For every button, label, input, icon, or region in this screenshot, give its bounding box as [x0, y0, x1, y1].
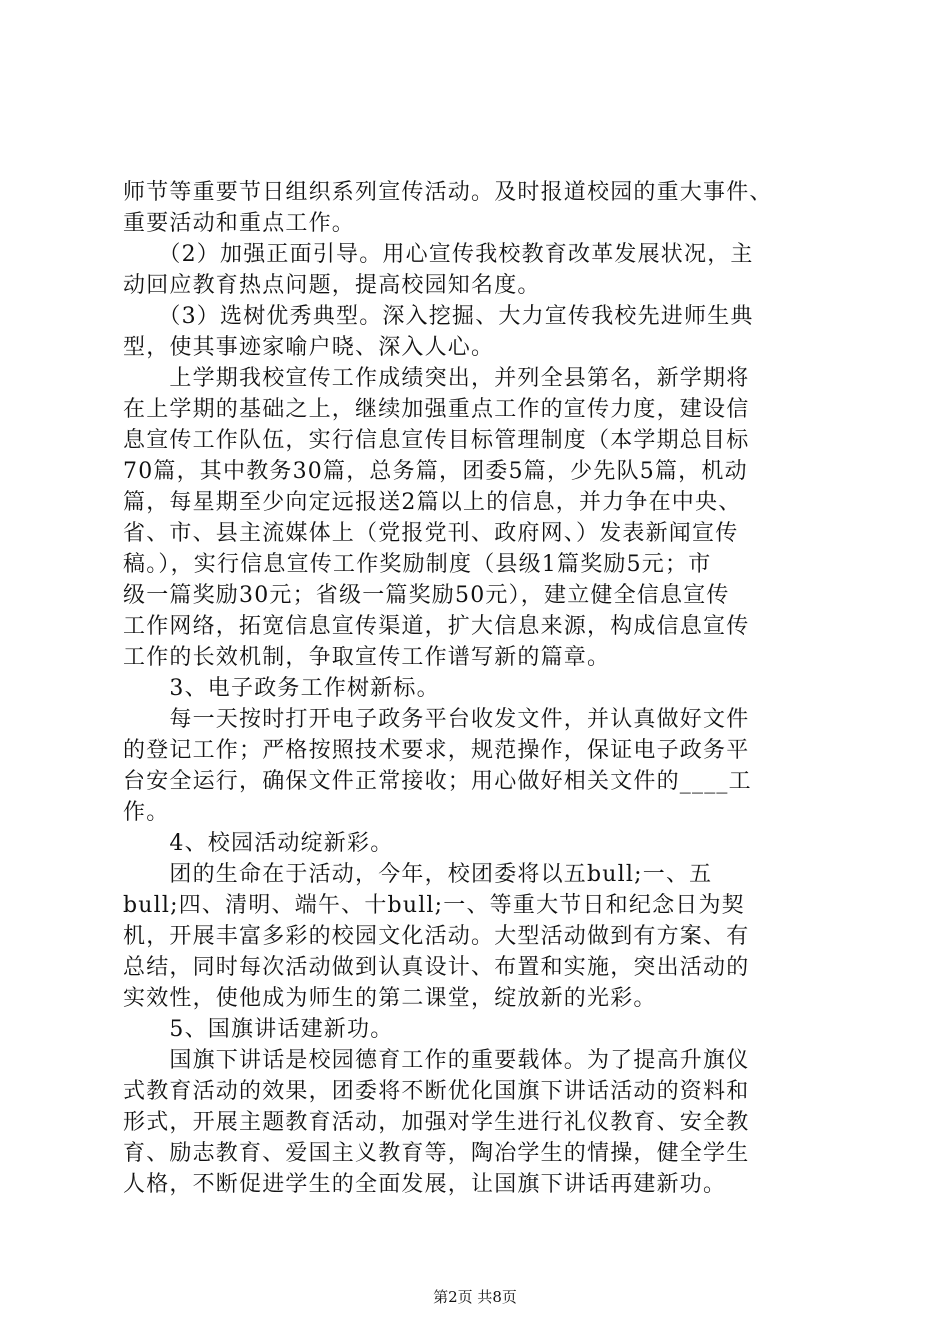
text-line: 工作的长效机制，争取宣传工作谱写新的篇章。 — [123, 645, 611, 670]
text-line: bull;四、清明、端午、十bull;一、等重大节日和纪念日为契 — [123, 893, 745, 918]
text-line: 的登记工作；严格按照技术要求，规范操作，保证电子政务平 — [123, 738, 750, 763]
text-line: 重要活动和重点工作。 — [123, 211, 356, 236]
page-number-footer: 第2页 共8页 — [433, 1288, 517, 1306]
text-line: 形式，开展主题教育活动，加强对学生进行礼仪教育、安全教 — [123, 1110, 750, 1135]
text-line: 息宣传工作队伍，实行信息宣传目标管理制度（本学期总目标 — [123, 428, 750, 453]
text-line: 在上学期的基础之上，继续加强重点工作的宣传力度，建设信 — [123, 397, 750, 422]
text-line: 型，使其事迹家喻户晓、深入人心。 — [123, 335, 495, 360]
text-line: 70篇，其中教务30篇，总务篇，团委5篇，少先队5篇，机动 — [123, 459, 748, 484]
text-line: 3、电子政务工作树新标。 — [123, 676, 440, 701]
text-line: 师节等重要节日组织系列宣传活动。及时报道校园的重大事件、 — [123, 180, 773, 205]
text-line: 台安全运行，确保文件正常接收；用心做好相关文件的____工 — [123, 769, 752, 794]
text-line: 省、市、县主流媒体上（党报党刊、政府网、）发表新闻宣传 — [123, 521, 739, 546]
text-line: 机，开展丰富多彩的校园文化活动。大型活动做到有方案、有 — [123, 924, 750, 949]
text-line: 作。 — [123, 800, 170, 825]
text-line: 级一篇奖励30元；省级一篇奖励50元），建立健全信息宣传 — [123, 583, 730, 608]
text-line: （3）选树优秀典型。深入挖掘、大力宣传我校先进师生典 — [123, 304, 754, 329]
text-line: 4、校园活动绽新彩。 — [123, 831, 394, 856]
text-line: （2）加强正面引导。用心宣传我校教育改革发展状况，主 — [123, 242, 754, 267]
text-line: 上学期我校宣传工作成绩突出，并列全县第名，新学期将 — [123, 366, 750, 391]
text-line: 团的生命在于活动，今年，校团委将以五bull;一、五 — [123, 862, 713, 887]
text-line: 每一天按时打开电子政务平台收发文件，并认真做好文件 — [123, 707, 750, 732]
text-line: 工作网络，拓宽信息宣传渠道，扩大信息来源，构成信息宣传 — [123, 614, 750, 639]
text-line: 5、国旗讲话建新功。 — [123, 1017, 394, 1042]
text-line: 国旗下讲话是校园德育工作的重要载体。为了提高升旗仪 — [123, 1048, 750, 1073]
text-line: 稿。），实行信息宣传工作奖励制度（县级1篇奖励5元；市 — [123, 552, 712, 577]
document-body — [123, 177, 833, 1200]
text-line: 动回应教育热点问题，提高校园知名度。 — [123, 273, 541, 298]
text-line: 式教育活动的效果，团委将不断优化国旗下讲话活动的资料和 — [123, 1079, 750, 1104]
text-line: 篇，每星期至少向定远报送2篇以上的信息，并力争在中央、 — [123, 490, 742, 515]
text-line: 总结，同时每次活动做到认真设计、布置和实施，突出活动的 — [123, 955, 750, 980]
text-line: 实效性，使他成为师生的第二课堂，绽放新的光彩。 — [123, 986, 657, 1011]
text-line: 人格，不断促进学生的全面发展，让国旗下讲话再建新功。 — [123, 1172, 727, 1197]
text-line: 育、励志教育、爱国主义教育等，陶冶学生的情操，健全学生 — [123, 1141, 750, 1166]
